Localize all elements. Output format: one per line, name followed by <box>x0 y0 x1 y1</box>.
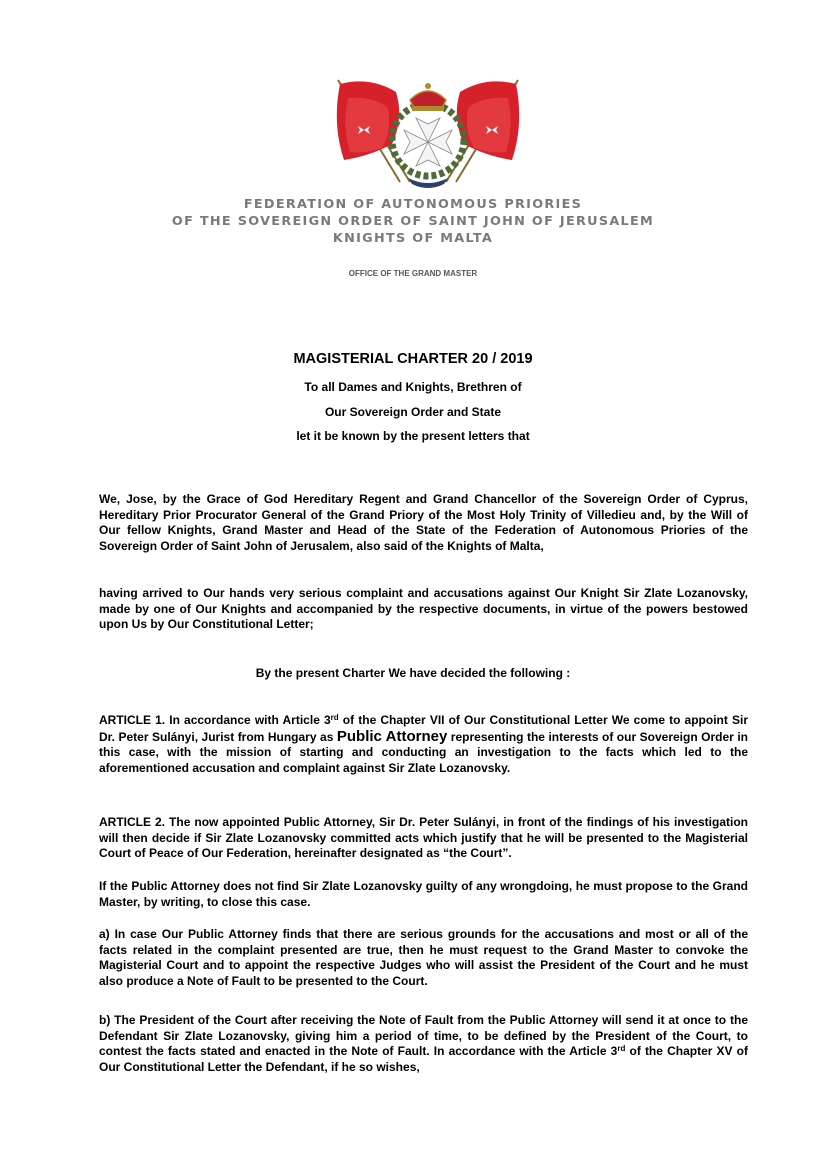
article-2: ARTICLE 2. The now appointed Public Attorney, Sir Dr. Peter Sulányi, in front of the findings of his investigation will then decide if Sir Zlate Lozanovsky committed acts which justify that he will be presented to the Magisterial Court of Peace of Our Federation, hereinafter designated as “the Court”. <box>99 815 748 861</box>
considering-paragraph: having arrived to Our hands very serious complaint and accusations against Our Knight Sir Zlate Lozanovsky, made by one of Our Knights and accompanied by the respective documents, in virtue of the powers bestowed upon Us by Our Constitutional Letter; <box>99 586 748 632</box>
address-line-3: let it be known by the present letters that <box>296 429 530 443</box>
article-2-continuation: If the Public Attorney does not find Sir Zlate Lozanovsky guilty of any wrongdoing, he must propose to the Grand Master, by writing, to close this case. <box>99 879 748 909</box>
order-emblem <box>330 78 526 190</box>
decision-line: By the present Charter We have decided the following : <box>255 666 571 680</box>
item-b-text-a: b) The President of the Court after receiving the Note of Fault from the Public Attorney will send it at once to the Defendant Sir Zlate Lozanovsky, giving him a period of time, to be defined by the President of the Court, to contest the facts stated and enacted in the Note of Fault. In accordance with the Article 3 <box>99 1013 748 1059</box>
address-line-2: Our Sovereign Order and State <box>324 405 502 419</box>
article-1-superscript: rd <box>330 713 339 722</box>
org-name-line-3: KNIGHTS OF MALTA <box>332 231 494 246</box>
article-1-text-c: representing the interests of our Sovereign Order in this case, with the mission of starting and conducting an investigation to the facts which led to the aforementioned accusation and complaint against Sir Zlate Lozanovsky. <box>99 729 748 775</box>
article-1-text-b: of the Chapter VII of Our Constitutional Letter We come to appoint Sir Dr. Peter Sulányi, Jurist from Hungary as <box>99 713 749 744</box>
article-1 <box>99 713 748 776</box>
item-a: a) In case Our Public Attorney finds that there are serious grounds for the accusations and most or all of the facts related in the complaint presented are true, then he must request to the Grand Master to convoke the Magisterial Court and to appoint the respective Judges who will assist the President of the Court and he must also produce a Note of Fault to be presented to the Court. <box>99 927 748 988</box>
org-name-line-2: OF THE SOVEREIGN ORDER OF SAINT JOHN OF JERUSALEM <box>171 214 655 229</box>
public-attorney-emphasis: Public Attorney <box>336 727 448 745</box>
office-label: OFFICE OF THE GRAND MASTER <box>348 269 478 278</box>
charter-title: MAGISTERIAL CHARTER 20 / 2019 <box>293 351 533 367</box>
article-1-text-a: ARTICLE 1. In accordance with Article 3 <box>99 713 331 727</box>
item-b-superscript: rd <box>617 1044 626 1054</box>
address-line-1: To all Dames and Knights, Brethren of <box>304 380 522 394</box>
item-b-text-b: of the Chapter XV of Our Constitutional Letter the Defendant, if he so wishes, <box>99 1044 748 1074</box>
org-name-line-1: FEDERATION OF AUTONOMOUS PRIORIES <box>243 197 583 212</box>
intro-paragraph: We, Jose, by the Grace of God Hereditary Regent and Grand Chancellor of the Sovereign Order of Cyprus, Hereditary Prior Procurator General of the Grand Priory of the Most Holy Trinity of Villedieu and, by the Will of Our fellow Knights, Grand Master and Head of the State of the Federation of Autonomous Priories of the Sovereign Order of Saint John of Jerusalem, also said of the Knights of Malta, <box>99 492 748 553</box>
item-b <box>99 1013 748 1075</box>
